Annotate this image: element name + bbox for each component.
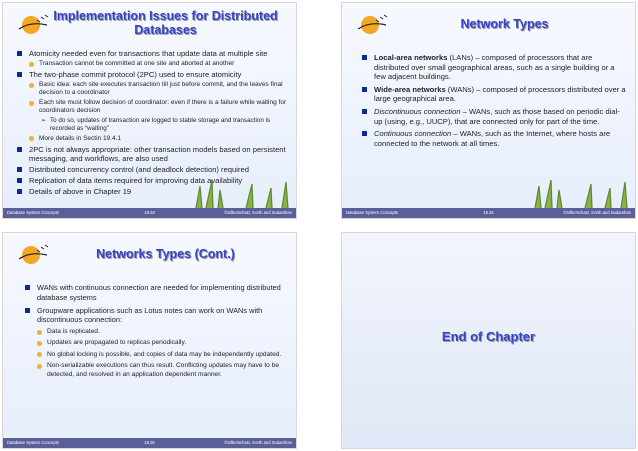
- slide-title: Network Types: [460, 17, 549, 31]
- sub-bullet-item: Each site must follow decision of coordinator: even if there is a failure while waiting for coordinators decision: [17, 99, 288, 115]
- bullet-text: – WANs, such as the Internet, where hosts are connected to the network at all times.: [374, 129, 611, 148]
- footer-page-number: 19.34: [483, 210, 494, 215]
- bullet-item: The two-phase commit protocol (2PC) used to ensure atomicity: [17, 70, 288, 79]
- footer-left: Database System Concepts: [7, 210, 59, 215]
- bullet-item: Atomicity needed even for transactions that update data at multiple site: [17, 49, 288, 58]
- slide-implementation-issues: [2, 2, 297, 219]
- bullet-item: Details of above in Chapter 19: [17, 187, 288, 196]
- bullet-item: 2PC is not always appropriate: other transaction models based on persistent messaging, and workflows, are also used: [17, 145, 288, 163]
- bullet-text: (WANs) – composed of processors distributed over a large geographical area.: [374, 84, 626, 104]
- slide-content: [362, 53, 627, 151]
- bullet-item: Replication of data items required for improving data availability: [17, 176, 288, 185]
- slide-networks-types-cont: [2, 232, 297, 449]
- bullet-item: [362, 129, 627, 148]
- slide-footer: [3, 208, 296, 218]
- bullet-term: Continuous connection: [374, 129, 452, 139]
- footer-page-number: 19.33: [144, 210, 155, 215]
- bullet-item: WANs with continuous connection are needed for implementing distributed database systems: [25, 283, 288, 303]
- bullet-item: Groupware applications such as Lotus notes can work on WANs with discontinuous connection:: [25, 306, 288, 326]
- grass-decoration-icon: [525, 174, 635, 208]
- bullet-term: Local-area networks: [374, 53, 448, 62]
- grass-decoration-icon: [186, 174, 296, 208]
- sub-bullet-item: No global locking is possible, and copies of data may be independently updated.: [25, 351, 288, 360]
- sub-bullet-item: Basic idea: each site executes transaction till just before commit, and the leaves final decision to a coordinator: [17, 81, 288, 97]
- bullet-item: [362, 53, 627, 82]
- footer-copyright: ©Silberschatz, Korth and Sudarshan: [224, 210, 292, 215]
- slide-title: Implementation Issues for Distributed Databases: [53, 9, 278, 37]
- slide-title: Networks Types (Cont.): [96, 247, 235, 261]
- sub-bullet-item: Non-serializable executions can thus result. Conflicting updates may have to be detected, and resolved in an application dependent manner.: [25, 362, 288, 380]
- slide-end-of-chapter: [341, 232, 636, 449]
- bullet-item: [362, 85, 627, 104]
- slide-title: End of Chapter: [441, 329, 536, 344]
- sub-bullet-item: Data is replicated.: [25, 328, 288, 337]
- bullet-text: (LANs) – composed of processors that are distributed over small geographical areas, such as a single building or a few adjacent buildings.: [374, 53, 615, 82]
- slide-content: [25, 283, 288, 382]
- sub-bullet-item: More details in Sectin 19.4.1: [17, 135, 288, 143]
- bullet-item: Distributed concurrency control (and deadlock detection) required: [17, 165, 288, 174]
- bullet-item: [362, 107, 627, 126]
- footer-copyright: ©Silberschatz, Korth and Sudarshan: [563, 210, 631, 215]
- sub-bullet-item: Updates are propagated to replicas periodically.: [25, 339, 288, 348]
- slide-network-types: [341, 2, 636, 219]
- bullet-term: Discontinuous connection: [374, 106, 461, 116]
- footer-left: Database System Concepts: [7, 440, 59, 445]
- sub-bullet-item: Transaction cannot be committed at one site and aborted at another: [17, 60, 288, 68]
- footer-copyright: ©Silberschatz, Korth and Sudarshan: [224, 440, 292, 445]
- slide-footer: [342, 208, 635, 218]
- footer-left: Database System Concepts: [346, 210, 398, 215]
- bullet-term: Wide-area networks: [374, 84, 446, 94]
- slide-footer: [3, 438, 296, 448]
- footer-page-number: 19.35: [144, 440, 155, 445]
- sub-sub-bullet-item: ➢ To do so, updates of transaction are logged to stable storage and transaction is recorded as “waiting”: [17, 117, 288, 132]
- bullet-text: – WANs, such as those based on periodic dial-up (using, e.g., UUCP), that are connected only for part of the time.: [374, 106, 620, 126]
